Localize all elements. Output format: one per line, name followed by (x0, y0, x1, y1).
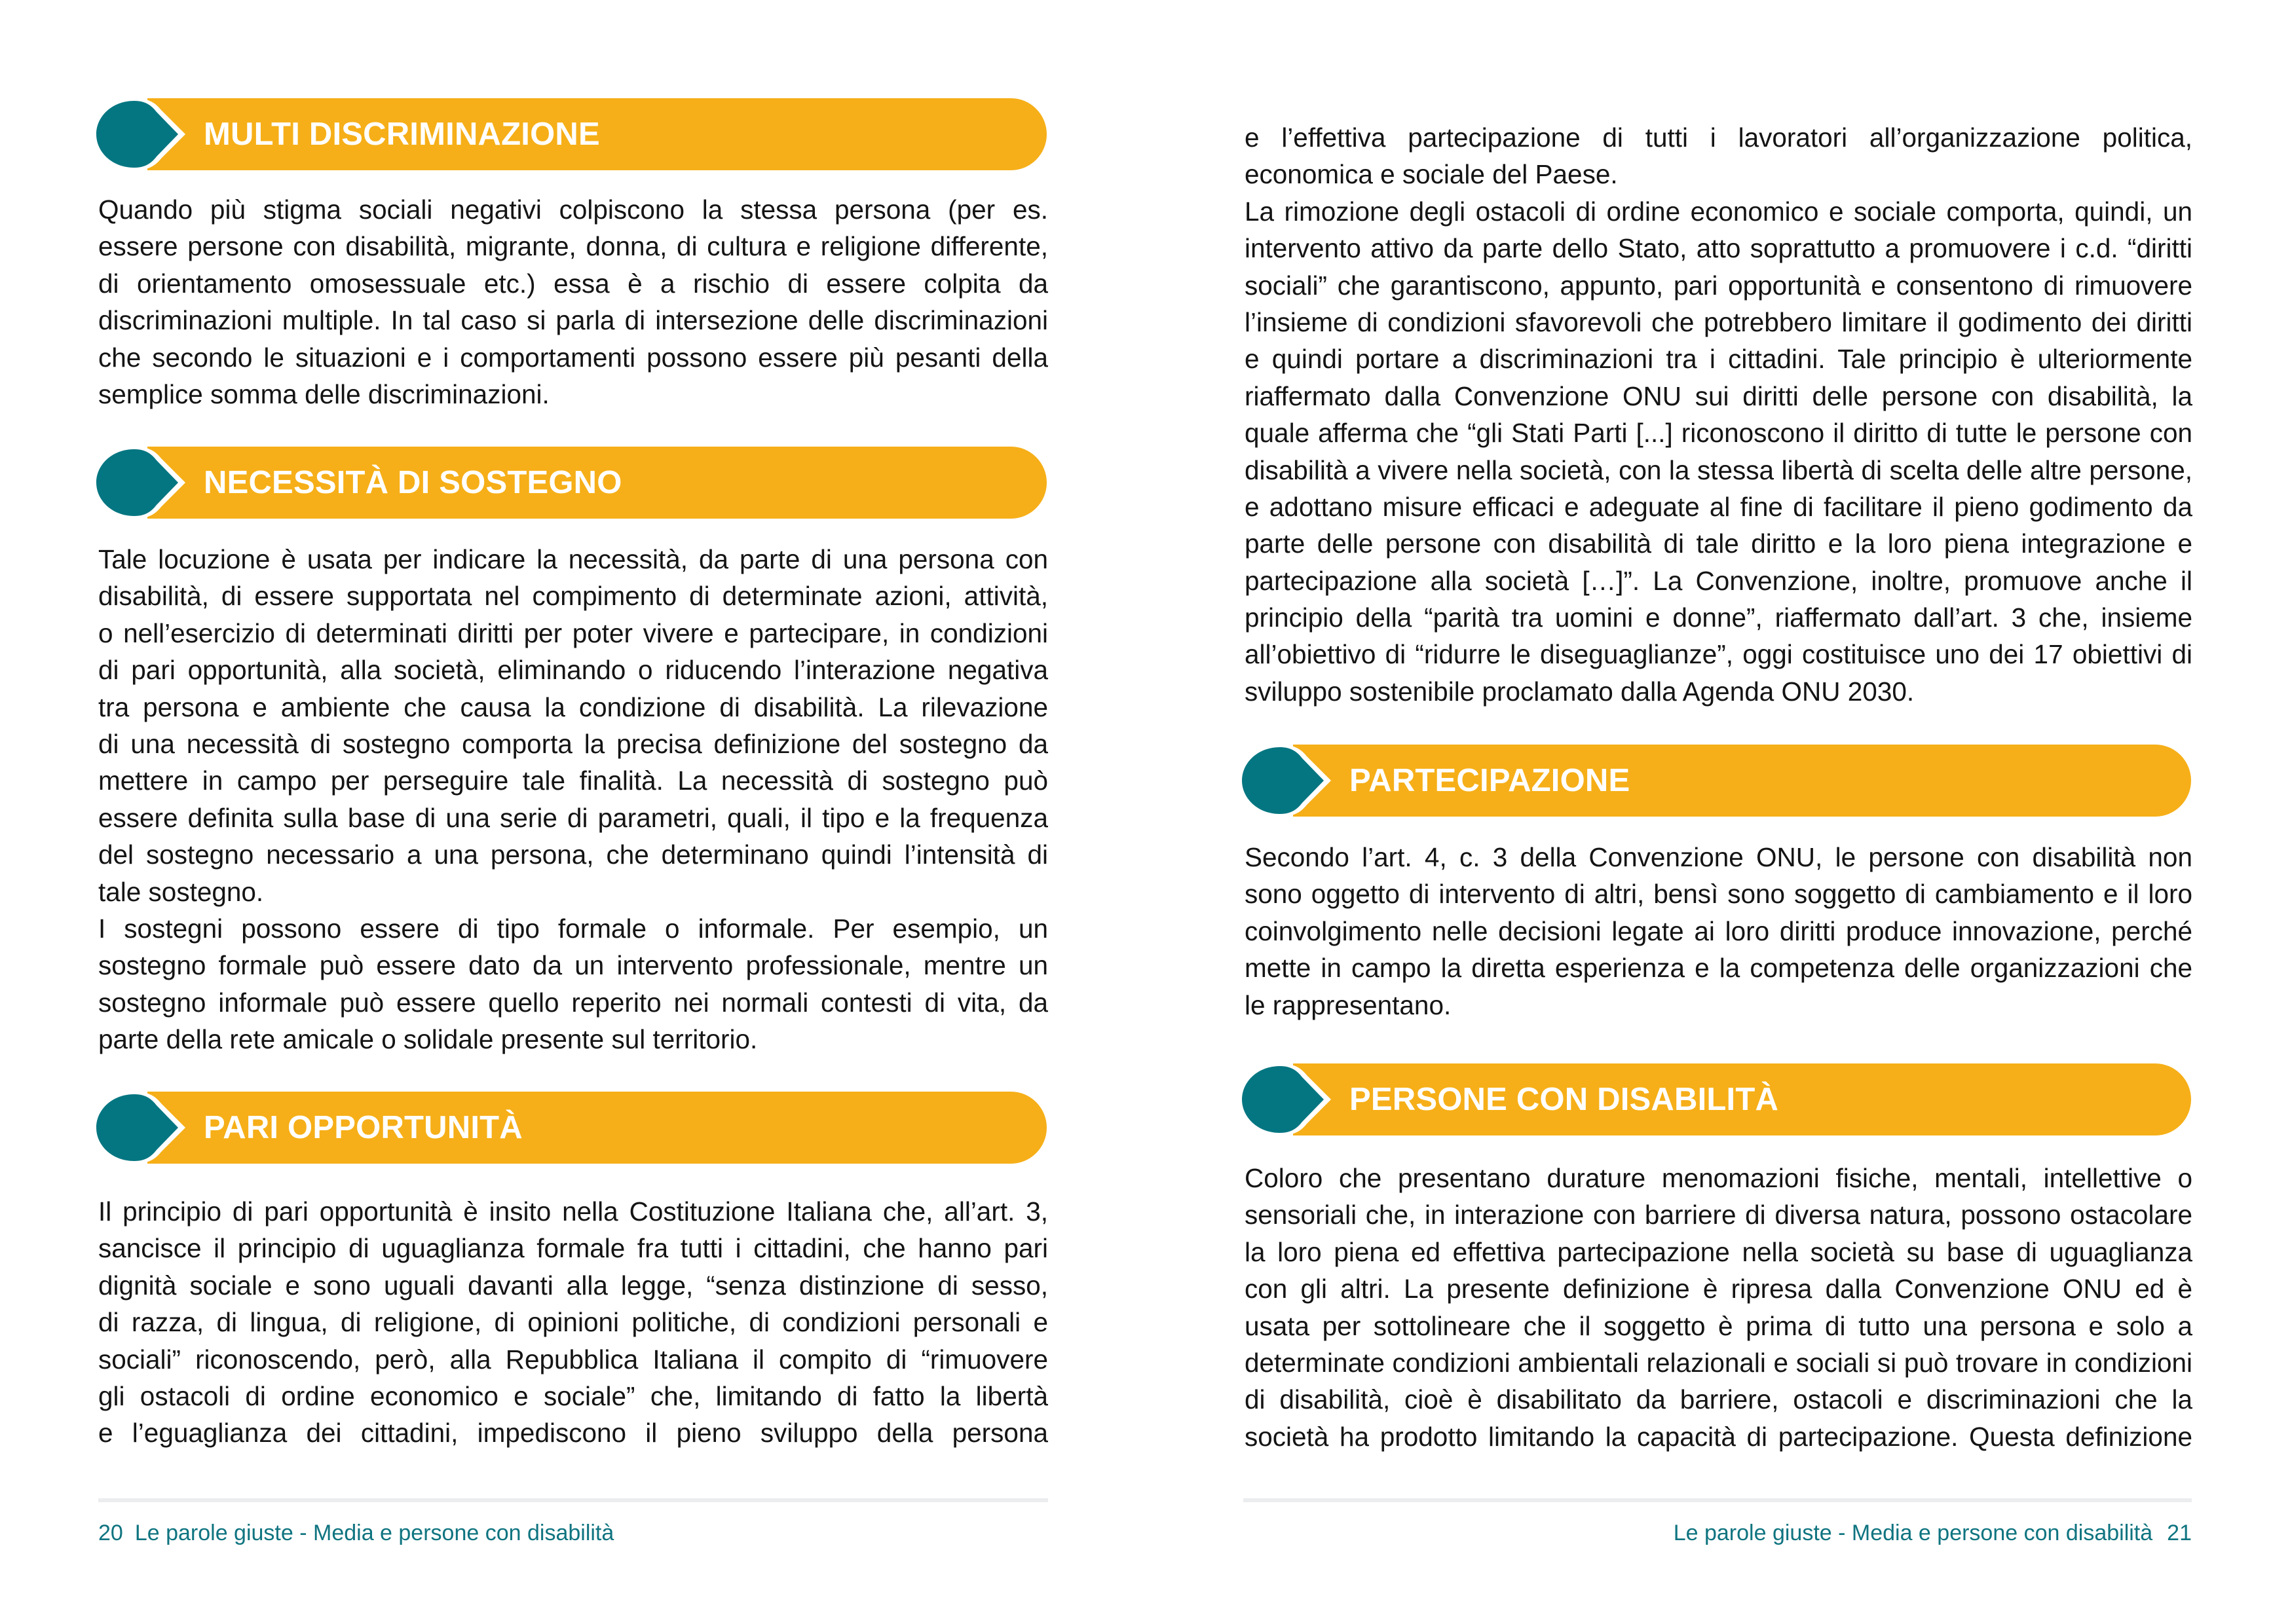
section-banner-persone-con-disabilita (1239, 1063, 2191, 1135)
section-banner-necessita-di-sostegno (94, 447, 1047, 519)
section-banner-pari-opportunita (94, 1092, 1047, 1164)
body-line: sancisce il principio di uguaglianza formale fra tutti i cittadini, che hanno pari (98, 1233, 1048, 1264)
body-line: di disabilità, cioè è disabilitato da barriere, ostacoli e discriminazioni che la (1245, 1384, 2192, 1415)
section-title: PARI OPPORTUNITÀ (204, 1110, 523, 1145)
body-line: quale afferma che “gli Stati Parti [...] riconoscono il diritto di tutte le persone con (1245, 418, 2192, 449)
body-line: Il principio di pari opportunità è insito nella Costituzione Italiana che, all’art. 3, (98, 1196, 1048, 1227)
section-body-necessita-di-sostegno (98, 541, 1048, 1058)
body-line: o nell’esercizio di determinati diritti per poter vivere e partecipare, in condizioni (98, 618, 1048, 648)
teal-arrow-bullet-icon (94, 98, 189, 170)
body-line: economica e sociale del Paese. (1245, 159, 1618, 190)
body-line: di una necessità di sostegno comporta la precisa definizione del sostegno da (98, 728, 1048, 759)
right-page (1145, 0, 2290, 1624)
body-line: Secondo l’art. 4, c. 3 della Convenzione ONU, le persone con disabilità non (1245, 842, 2192, 872)
body-line: la loro piena ed effettiva partecipazione nella società su base di uguaglianza (1245, 1236, 2192, 1267)
body-line: mette in campo la diretta esperienza e la competenza delle organizzazioni che (1245, 953, 2192, 984)
body-line: Tale locuzione è usata per indicare la necessità, da parte di una persona con (98, 544, 1048, 574)
body-line: I sostegni possono essere di tipo formale o informale. Per esempio, un (98, 913, 1048, 944)
body-line: discriminazioni multiple. In tal caso si parla di intersezione delle discriminazioni (98, 305, 1048, 336)
body-line: di orientamento omosessuale etc.) essa è a rischio di essere colpita da (98, 268, 1048, 299)
page-footer-left (98, 1521, 614, 1546)
body-line: di razza, di lingua, di religione, di opinioni politiche, di condizioni personali e (98, 1307, 1048, 1338)
body-line: e adottano misure efficaci e adeguate al fine di facilitare il pieno godimento da (1245, 491, 2192, 522)
body-line: dignità sociale e sono uguali davanti alla legge, “senza distinzione di sesso, (98, 1270, 1048, 1301)
section-body-multi-discriminazione (98, 191, 1048, 413)
body-line: sensoriali che, in interazione con barriere di diversa natura, possono ostacolare (1245, 1200, 2192, 1230)
teal-arrow-bullet-icon (94, 1092, 189, 1164)
body-line: sostegno formale può essere dato da un intervento professionale, mentre un (98, 950, 1048, 981)
body-line: semplice somma delle discriminazioni. (98, 378, 550, 409)
teal-arrow-bullet-icon (1239, 1063, 1334, 1135)
body-line: Quando più stigma sociali negativi colpiscono la stessa persona (per es. (98, 194, 1048, 225)
body-line: all’obiettivo di “ridurre le diseguaglianze”, oggi costituisce uno dei 17 obiettivi di (1245, 639, 2192, 670)
section-body-partecipazione (1245, 839, 2192, 1024)
body-line: parte della rete amicale o solidale presente sul territorio. (98, 1024, 758, 1055)
section-title: NECESSITÀ DI SOSTEGNO (204, 465, 622, 500)
body-line: sociali” riconoscendo, però, alla Repubblica Italiana il compito di “rimuovere (98, 1344, 1048, 1375)
body-line: disabilità a vivere nella società, con la stessa libertà di scelta delle altre persone, (1245, 454, 2192, 485)
body-line: essere persone con disabilità, migrante, donna, di cultura e religione differente, (98, 231, 1048, 262)
teal-arrow-bullet-icon (94, 447, 189, 519)
body-line: sviluppo sostenibile proclamato dalla Agenda ONU 2030. (1245, 676, 1915, 707)
running-title: Le parole giuste - Media e persone con disabilità (1673, 1521, 2153, 1545)
body-line: tale sostegno. (98, 876, 264, 907)
body-line: sociali” che garantiscono, appunto, pari opportunità e consentono di rimuovere (1245, 270, 2192, 301)
body-line: La rimozione degli ostacoli di ordine economico e sociale comporta, quindi, un (1245, 196, 2192, 227)
body-line: gli ostacoli di ordine economico e sociale” che, limitando di fatto la libertà (98, 1380, 1048, 1411)
body-line: tra persona e ambiente che causa la condizione di disabilità. La rilevazione (98, 692, 1048, 722)
body-line: essere definita sulla base di una serie di parametri, quali, il tipo e la frequenza (98, 802, 1048, 833)
body-line: e l’eguaglianza dei cittadini, impediscono il pieno sviluppo della persona (98, 1418, 1048, 1449)
body-line: che secondo le situazioni e i comportamenti possono essere più pesanti della (98, 342, 1048, 373)
page-footer-right (1674, 1521, 2192, 1546)
page-number: 21 (2167, 1521, 2192, 1545)
body-line: e l’effettiva partecipazione di tutti i lavoratori all’organizzazione politica, (1245, 122, 2192, 153)
section-title: PERSONE CON DISABILITÀ (1349, 1082, 1779, 1117)
section-body-pari-opportunita (98, 1193, 1048, 1452)
body-line: del sostegno necessario a una persona, che determinano quindi l’intensità di (98, 840, 1048, 870)
body-line: e quindi portare a discriminazioni tra i cittadini. Tale principio è ulteriormente (1245, 344, 2192, 375)
body-line: l’insieme di condizioni sfavorevoli che potrebbero limitare il godimento dei diritti (1245, 306, 2192, 337)
teal-arrow-bullet-icon (1239, 745, 1334, 817)
footer-divider (98, 1498, 1048, 1502)
body-line: riaffermato dalla Convenzione ONU sui diritti delle persone con disabilità, la (1245, 380, 2192, 411)
continuation-body (1245, 119, 2192, 710)
body-line: mettere in campo per perseguire tale finalità. La necessità di sostegno può (98, 766, 1048, 796)
running-title: Le parole giuste - Media e persone con disabilità (134, 1521, 614, 1545)
body-line: società ha prodotto limitando la capacità di partecipazione. Questa definizione (1245, 1421, 2192, 1452)
page-number: 20 (98, 1521, 123, 1545)
body-line: usata per sottolineare che il soggetto è prima di tutto una persona e solo a (1245, 1310, 2192, 1341)
body-line: sostegno informale può essere quello reperito nei normali contesti di vita, da (98, 987, 1048, 1018)
section-title: PARTECIPAZIONE (1349, 763, 1630, 798)
footer-divider (1243, 1498, 2192, 1502)
body-line: Coloro che presentano durature menomazioni fisiche, mentali, intellettive o (1245, 1163, 2192, 1193)
body-line: intervento attivo da parte dello Stato, atto soprattutto a promuovere i c.d. “diritti (1245, 233, 2192, 264)
body-line: partecipazione alla società […]”. La Convenzione, inoltre, promuove anche il (1245, 565, 2192, 596)
body-line: principio della “parità tra uomini e donne”, riaffermato dall’art. 3 che, insieme (1245, 602, 2192, 633)
section-title: MULTI DISCRIMINAZIONE (204, 117, 600, 152)
body-line: le rappresentano. (1245, 989, 1452, 1020)
body-line: coinvolgimento nelle decisioni legate ai loro diritti produce innovazione, perché (1245, 915, 2192, 946)
body-line: di pari opportunità, alla società, eliminando o riducendo l’interazione negativa (98, 655, 1048, 686)
body-line: disabilità, di essere supportata nel compimento di determinate azioni, attività, (98, 581, 1048, 612)
section-body-persone-con-disabilita (1245, 1160, 2192, 1455)
section-banner-partecipazione (1239, 745, 2191, 817)
body-line: parte delle persone con disabilità di tale diritto e la loro piena integrazione e (1245, 528, 2192, 559)
section-banner-multi-discriminazione (94, 98, 1047, 170)
body-line: con gli altri. La presente definizione è ripresa dalla Convenzione ONU ed è (1245, 1274, 2192, 1304)
body-line: determinate condizioni ambientali relazionali e sociali si può trovare in condizioni (1245, 1347, 2192, 1378)
body-line: sono oggetto di intervento di altri, bensì sono soggetto di cambiamento e il loro (1245, 879, 2192, 910)
